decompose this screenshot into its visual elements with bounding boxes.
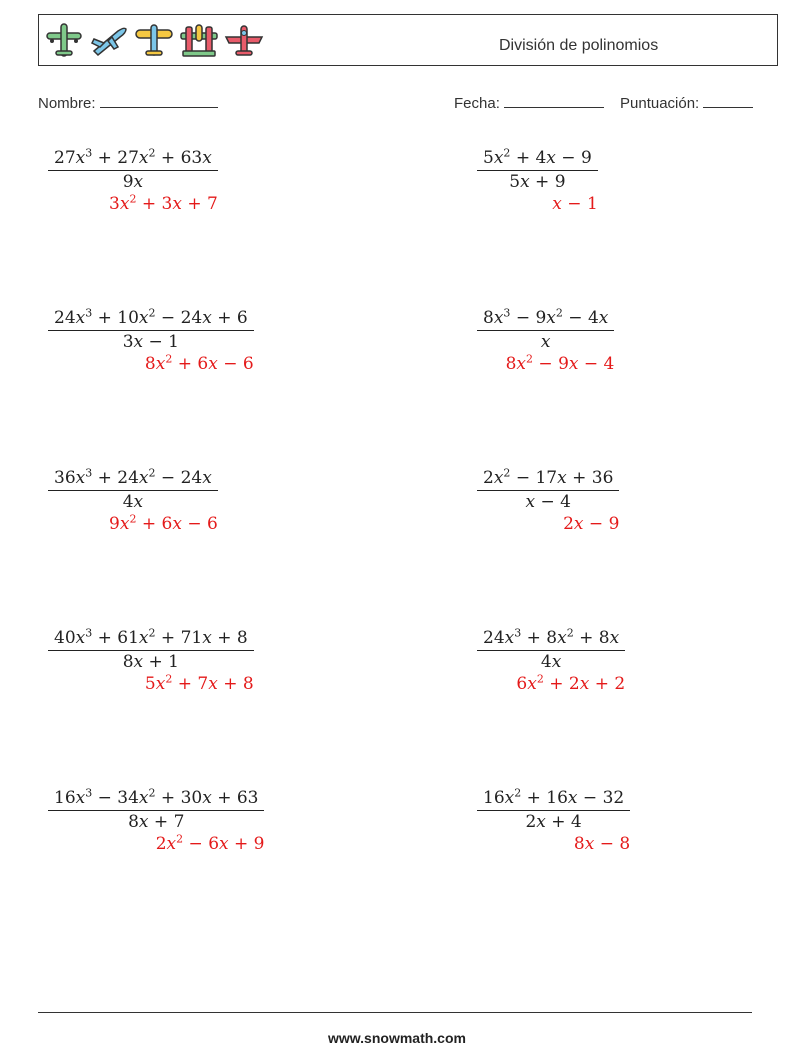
red-plane-icon — [223, 21, 265, 61]
date-field — [454, 93, 604, 112]
answer: $9x^2 + 6x - 6$ — [109, 512, 218, 534]
yellow-biplane-icon — [133, 21, 175, 61]
numerator: $24x^3 + 10x^2 - 24x + 6$ — [54, 306, 248, 328]
problem-7 — [48, 628, 254, 694]
numerator: $27x^3 + 27x^2 + 63x$ — [54, 146, 212, 168]
problem-4 — [477, 308, 614, 374]
name-field — [38, 93, 218, 112]
problem-1 — [48, 148, 218, 214]
page-title: División de polinomios — [499, 37, 659, 54]
denominator: 5x + 9 — [509, 172, 566, 192]
blue-jet-icon — [88, 21, 130, 61]
problem-10 — [477, 788, 630, 854]
answer: x − 1 — [552, 194, 598, 214]
numerator: $5x^2 + 4x - 9$ — [483, 146, 592, 168]
name-label: Nombre: — [38, 95, 96, 112]
score-label: Puntuación: — [620, 95, 700, 112]
denominator: 8x + 1 — [122, 652, 179, 672]
answer: 8x − 8 — [573, 834, 631, 854]
date-label: Fecha: — [454, 95, 500, 112]
denominator: x — [540, 332, 551, 352]
answer: $2x^2 - 6x + 9$ — [155, 832, 265, 854]
answer: $5x^2 + 7x + 8$ — [144, 672, 254, 694]
answer: $8x^2 + 6x - 6$ — [144, 352, 254, 374]
numerator: $16x^3 - 34x^2 + 30x + 63$ — [54, 786, 259, 808]
header-box — [38, 14, 778, 66]
answer: 2x − 9 — [563, 514, 620, 534]
score-field — [620, 93, 753, 112]
numerator: $8x^3 - 9x^2 - 4x$ — [483, 306, 609, 328]
numerator: $36x^3 + 24x^2 - 24x$ — [54, 466, 212, 488]
denominator: 2x + 4 — [525, 812, 582, 832]
twin-propeller-plane-icon — [178, 21, 220, 61]
denominator: x − 4 — [525, 492, 571, 512]
denominator: 9x — [122, 172, 144, 192]
plane-icon-strip — [43, 21, 265, 61]
problem-8 — [477, 628, 625, 694]
denominator: 3x − 1 — [122, 332, 179, 352]
numerator: $2x^2 - 17x + 36$ — [483, 466, 614, 488]
numerator: $16x^2 + 16x - 32$ — [483, 786, 625, 808]
green-plane-icon — [43, 21, 85, 61]
name-blank[interactable] — [100, 93, 218, 108]
problem-3 — [48, 308, 254, 374]
footer-divider — [38, 1012, 752, 1013]
problem-9 — [48, 788, 264, 854]
denominator: 4x — [540, 652, 562, 672]
score-blank[interactable] — [703, 93, 753, 108]
denominator: 4x — [122, 492, 144, 512]
numerator: $40x^3 + 61x^2 + 71x + 8$ — [54, 626, 248, 648]
problem-5 — [48, 468, 218, 534]
answer: $8x^2 - 9x - 4$ — [505, 352, 615, 374]
footer-url: www.snowmath.com — [328, 1030, 466, 1046]
numerator: $24x^3 + 8x^2 + 8x$ — [483, 626, 620, 648]
answer: $6x^2 + 2x + 2$ — [516, 672, 626, 694]
date-blank[interactable] — [504, 93, 604, 108]
denominator: 8x + 7 — [128, 812, 185, 832]
answer: $3x^2 + 3x + 7$ — [109, 192, 218, 214]
problem-2 — [477, 148, 598, 214]
problem-6 — [477, 468, 619, 534]
